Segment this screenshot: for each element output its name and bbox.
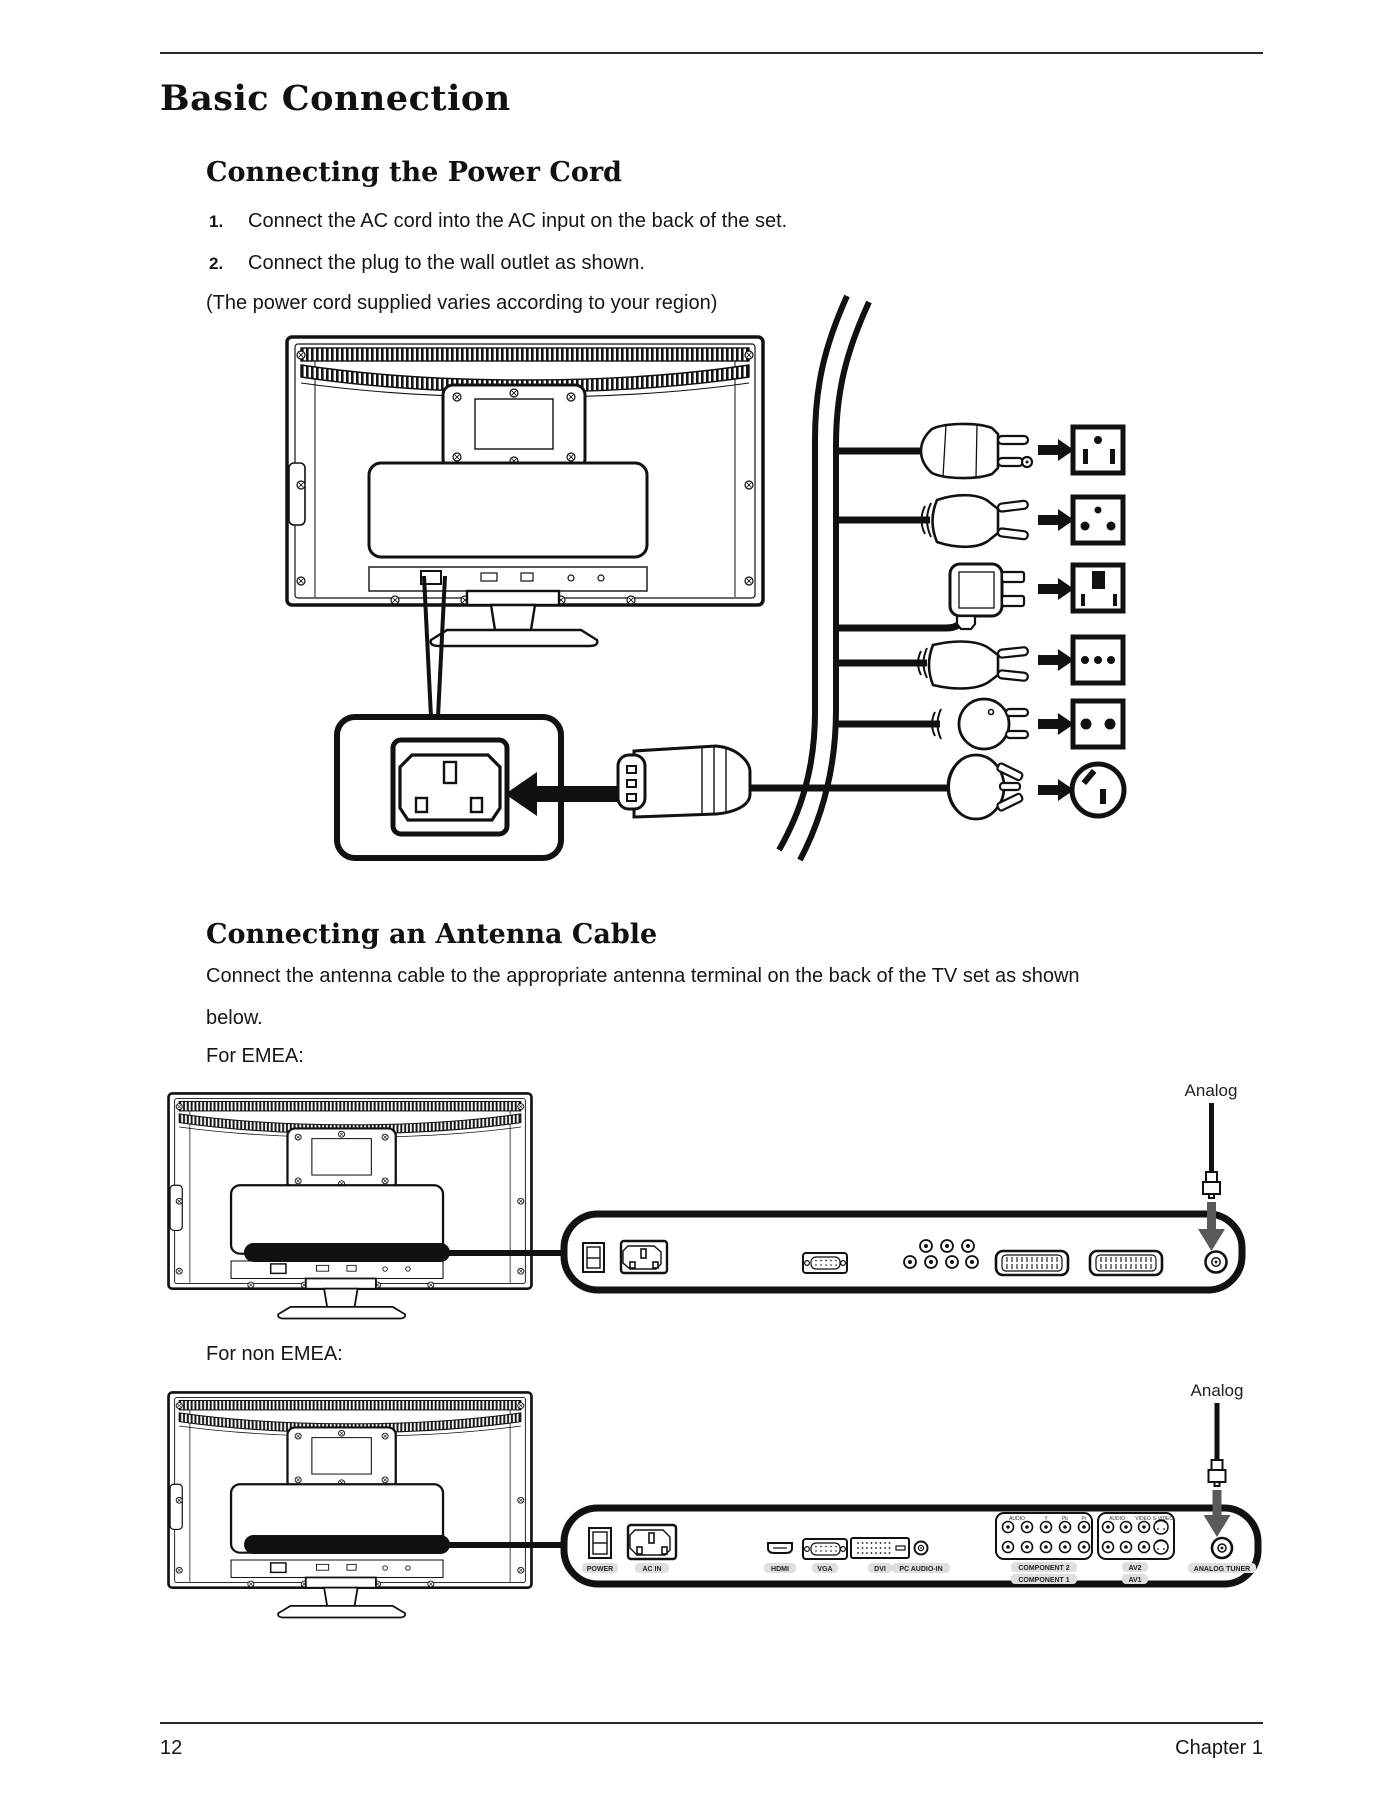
component-pr-header: Pr bbox=[1081, 1516, 1087, 1522]
non-emea-antenna-diagram bbox=[160, 1376, 1280, 1644]
step-1-text: Connect the AC cord into the AC input on the back of the set. bbox=[248, 210, 788, 232]
analog-label: Analog bbox=[1184, 1081, 1238, 1100]
uk-plug-icon bbox=[950, 564, 1024, 629]
pc-audio-in-jack-icon bbox=[915, 1542, 928, 1555]
arrow-icon bbox=[1038, 713, 1074, 735]
hdmi-port-icon bbox=[768, 1543, 792, 1553]
for-emea-label: For EMEA: bbox=[206, 1045, 304, 1067]
non-emea-connection-panel bbox=[564, 1508, 1258, 1584]
emea-antenna-diagram bbox=[160, 1080, 1280, 1340]
hdmi-label: HDMI bbox=[771, 1566, 789, 1573]
step-2-number: 2. bbox=[209, 254, 224, 273]
two-pin-plug-icon bbox=[918, 642, 1028, 689]
power-cord-heading: Connecting the Power Cord bbox=[206, 157, 622, 188]
tv-back-illustration bbox=[169, 1392, 532, 1617]
power-label: POWER bbox=[586, 1566, 614, 1573]
row-arrows bbox=[1038, 439, 1074, 801]
antenna-heading: Connecting an Antenna Cable bbox=[206, 919, 658, 950]
scart-port-icon bbox=[996, 1251, 1068, 1275]
component-y-header: Y bbox=[1044, 1516, 1048, 1522]
arrow-icon bbox=[1038, 649, 1074, 671]
vga-port-icon bbox=[803, 1253, 847, 1273]
av-svideo-header: S-VIDEO bbox=[1152, 1516, 1174, 1522]
footer-chapter-label: Chapter 1 bbox=[1175, 1737, 1263, 1759]
top-rule bbox=[160, 52, 1263, 54]
ac-inlet-icon bbox=[621, 1241, 667, 1273]
antenna-body-line2: below. bbox=[206, 1007, 263, 1029]
uk-outlet-icon bbox=[1073, 565, 1123, 611]
australian-plug-icon bbox=[948, 755, 1023, 819]
for-non-emea-label: For non EMEA: bbox=[206, 1343, 343, 1365]
tv-back-illustration bbox=[169, 1093, 532, 1318]
footer-page-number: 12 bbox=[160, 1737, 183, 1759]
three-pin-outlet-icon bbox=[1073, 637, 1123, 683]
c13-connector-icon bbox=[618, 746, 750, 817]
component-pb-header: Pb bbox=[1061, 1516, 1069, 1522]
power-cord-trunk bbox=[779, 296, 869, 860]
vga-label: VGA bbox=[817, 1566, 833, 1573]
antenna-plug-icon bbox=[1209, 1460, 1226, 1486]
arrow-icon bbox=[1038, 779, 1074, 801]
av-audio-header: AUDIO bbox=[1109, 1516, 1125, 1522]
ac-inlet-icon bbox=[628, 1525, 676, 1559]
tv-back-illustration bbox=[287, 337, 763, 646]
antenna-body-line1: Connect the antenna cable to the appropriate antenna terminal on the back of the TV set as shown bbox=[206, 965, 1080, 987]
component1-label: COMPONENT 1 bbox=[1018, 1577, 1070, 1584]
power-cord-note: (The power cord supplied varies according to your region) bbox=[206, 292, 718, 314]
analog-label: Analog bbox=[1190, 1381, 1244, 1400]
av2-label: AV2 bbox=[1128, 1565, 1142, 1572]
component-audio-header: AUDIO bbox=[1009, 1516, 1025, 1522]
australian-outlet-icon bbox=[1072, 764, 1124, 816]
antenna-port-icon bbox=[1206, 1252, 1227, 1273]
dvi-port-icon bbox=[851, 1538, 909, 1558]
analog-tuner-label: ANALOG TUNER bbox=[1193, 1566, 1251, 1573]
arrow-icon bbox=[1038, 439, 1074, 461]
connector-strip-highlight bbox=[244, 1535, 450, 1554]
connector-strip-highlight bbox=[244, 1243, 450, 1262]
schuko-outlet-icon bbox=[1073, 701, 1123, 747]
schuko-plug-icon bbox=[932, 699, 1028, 749]
arrow-icon bbox=[1038, 578, 1074, 600]
us-plug-icon bbox=[921, 424, 1032, 478]
emea-connection-panel bbox=[564, 1214, 1242, 1290]
av-jack-group bbox=[1098, 1513, 1174, 1559]
ac-in-label: AC IN bbox=[642, 1566, 662, 1573]
vga-port-icon bbox=[803, 1539, 847, 1559]
av1-label: AV1 bbox=[1128, 1577, 1142, 1584]
av-video-header: VIDEO bbox=[1135, 1516, 1151, 1522]
step-1-number: 1. bbox=[209, 212, 224, 231]
arrow-icon bbox=[1038, 509, 1074, 531]
branch-wires bbox=[748, 451, 964, 788]
component-jack-group bbox=[996, 1513, 1092, 1559]
us-outlet-icon bbox=[1073, 427, 1123, 473]
power-switch-icon bbox=[589, 1528, 611, 1558]
pc-audio-in-label: PC AUDIO-IN bbox=[899, 1566, 943, 1573]
type-m-outlet-icon bbox=[1073, 497, 1123, 543]
power-cord-diagram bbox=[270, 282, 1140, 880]
dvi-label: DVI bbox=[874, 1566, 886, 1573]
antenna-plug-icon bbox=[1203, 1172, 1220, 1198]
power-switch-icon bbox=[583, 1243, 604, 1272]
footer-rule bbox=[160, 1722, 1263, 1724]
ac-inlet-socket-icon bbox=[393, 740, 507, 834]
type-m-plug-icon bbox=[922, 495, 1029, 547]
page-title: Basic Connection bbox=[160, 78, 511, 119]
step-2-text: Connect the plug to the wall outlet as shown. bbox=[248, 252, 645, 274]
component2-label: COMPONENT 2 bbox=[1018, 1565, 1070, 1572]
analog-tuner-port-icon bbox=[1212, 1538, 1232, 1558]
scart-port-icon bbox=[1090, 1251, 1162, 1275]
